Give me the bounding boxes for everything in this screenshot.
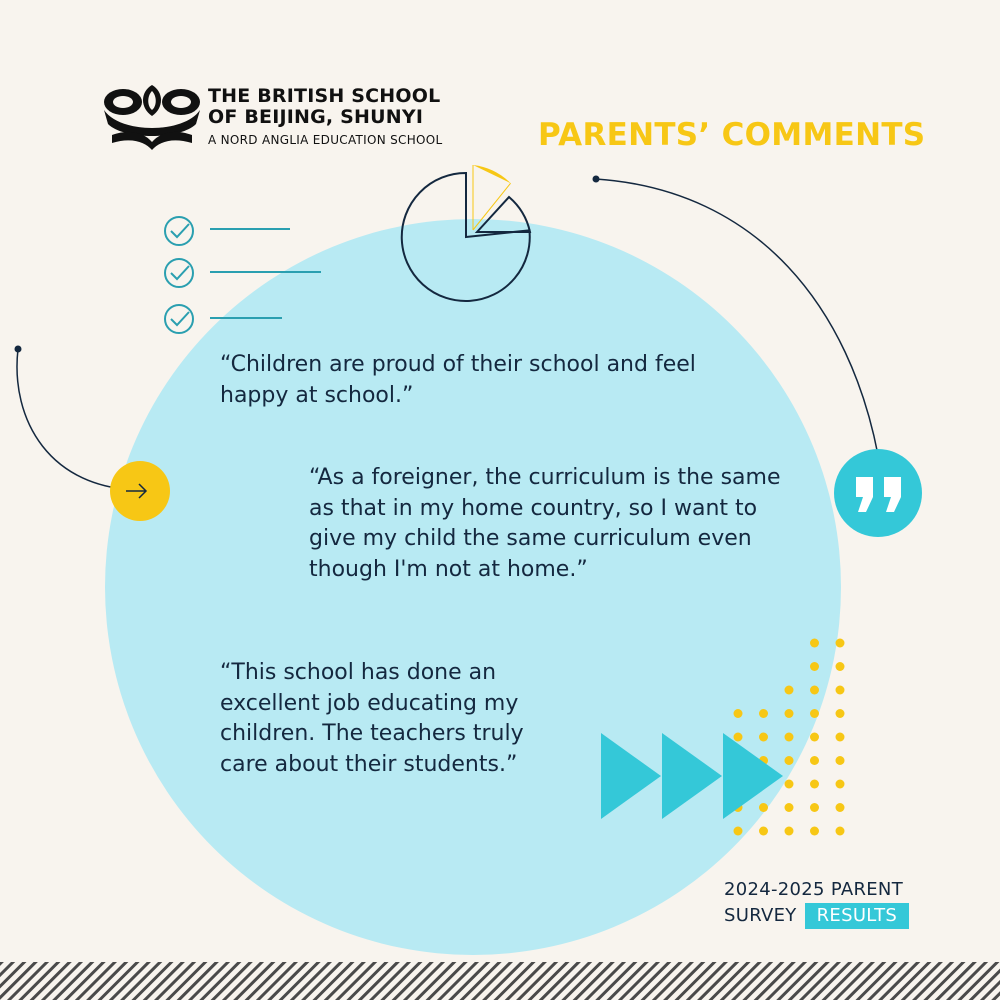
- dot: [836, 686, 845, 695]
- page-title: PARENTS’ COMMENTS: [538, 117, 926, 153]
- school-name-line1: THE BRITISH SCHOOL: [208, 85, 441, 107]
- dot: [734, 709, 743, 718]
- dot: [785, 827, 794, 836]
- dot: [759, 709, 768, 718]
- dot: [785, 803, 794, 812]
- crown-logo-icon: [104, 85, 200, 150]
- quote-2: “As a foreigner, the curriculum is the same as that in my home country, so I want to give my child the same curriculum even though I'm not at home.”: [309, 465, 781, 582]
- survey-label: [724, 877, 909, 929]
- dot: [836, 639, 845, 648]
- school-name-line2: OF BEIJING, SHUNYI: [208, 106, 424, 129]
- school-subtitle: A NORD ANGLIA EDUCATION SCHOOL: [208, 132, 443, 147]
- dot: [810, 639, 819, 648]
- dot: [810, 662, 819, 671]
- dot: [785, 780, 794, 789]
- dot: [810, 709, 819, 718]
- dot: [810, 733, 819, 742]
- dot: [759, 733, 768, 742]
- dot: [836, 803, 845, 812]
- quote-3: “This school has done an excellent job educating my children. The teachers truly care about their students.”: [220, 660, 524, 777]
- background-circle: [105, 219, 841, 955]
- dot: [810, 827, 819, 836]
- dot: [734, 827, 743, 836]
- dot: [836, 662, 845, 671]
- dot: [810, 780, 819, 789]
- survey-line2: SURVEY: [724, 905, 797, 927]
- survey-line1: 2024-2025 PARENT: [724, 879, 903, 900]
- hatched-footer-band: [0, 962, 1000, 1000]
- dot: [810, 803, 819, 812]
- dot: [759, 827, 768, 836]
- dot: [836, 780, 845, 789]
- dot: [785, 756, 794, 765]
- quote-1: “Children are proud of their school and feel happy at school.”: [220, 352, 696, 408]
- dot: [810, 686, 819, 695]
- dot: [734, 733, 743, 742]
- school-name-block: [208, 86, 443, 147]
- dot: [836, 709, 845, 718]
- dot: [836, 756, 845, 765]
- results-badge: RESULTS: [805, 903, 910, 929]
- dot: [785, 733, 794, 742]
- dot: [810, 756, 819, 765]
- dot: [836, 733, 845, 742]
- dot: [759, 803, 768, 812]
- dot: [785, 709, 794, 718]
- dot: [836, 827, 845, 836]
- dot: [785, 686, 794, 695]
